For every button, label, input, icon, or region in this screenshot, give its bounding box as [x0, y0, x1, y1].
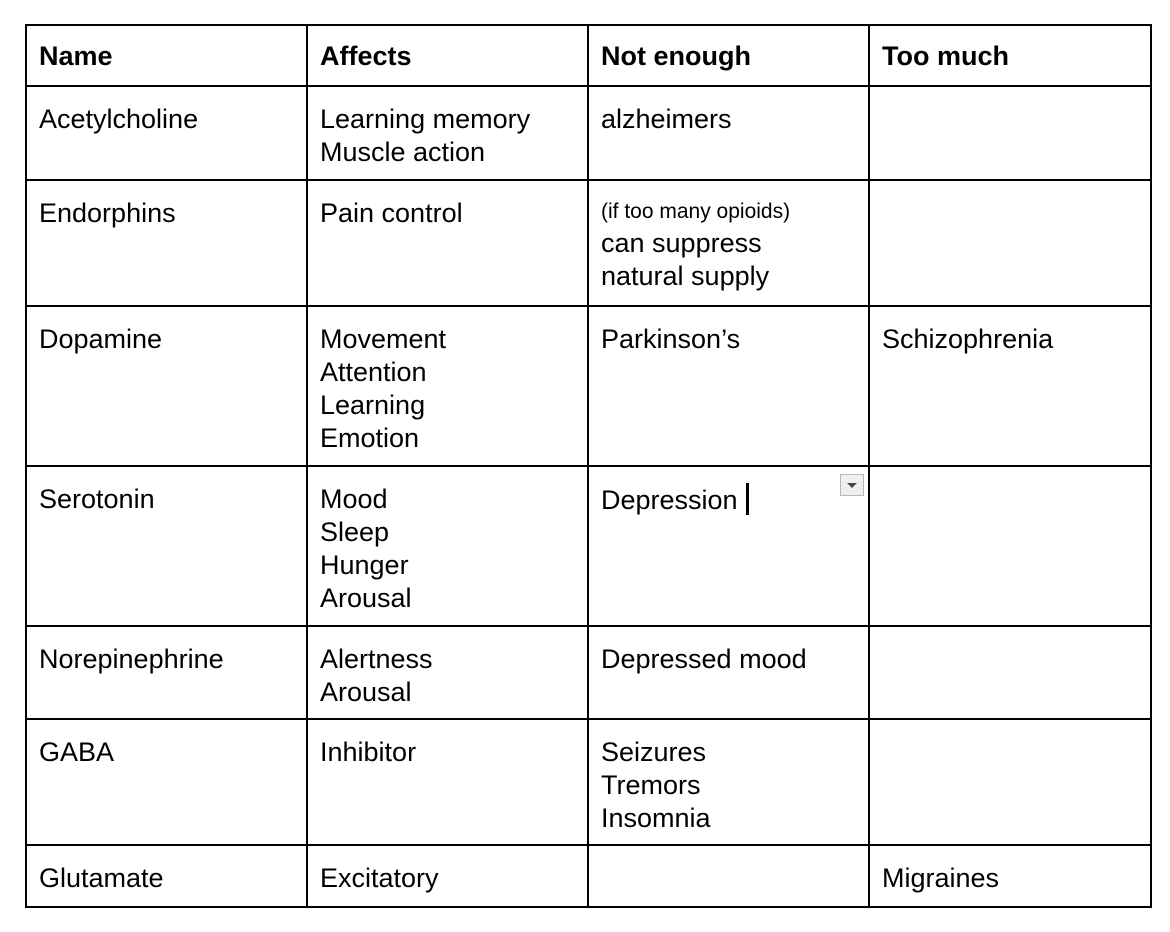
cell-affects[interactable]: [307, 719, 588, 845]
cell-dropdown-button[interactable]: [840, 474, 864, 496]
chevron-down-icon: [841, 475, 863, 495]
affects-text: Attention: [320, 357, 427, 387]
not-enough-text: Seizures: [601, 737, 707, 767]
header-not-enough[interactable]: Not enough: [588, 25, 869, 86]
not-enough-text: alzheimers: [601, 104, 732, 134]
cell-name[interactable]: [26, 719, 307, 845]
affects-text: Movement: [320, 324, 447, 354]
table-row: [26, 180, 1151, 306]
not-enough-note: (if too many opioids): [601, 200, 791, 223]
header-row: [26, 25, 1151, 86]
affects-text: Pain control: [320, 198, 463, 228]
cell-not-enough[interactable]: [588, 626, 869, 719]
not-enough-text: Depression: [601, 485, 738, 515]
header-name[interactable]: Name: [26, 25, 307, 86]
not-enough-text: natural supply: [601, 261, 770, 291]
cell-too-much[interactable]: [869, 845, 1151, 907]
affects-text: Sleep: [320, 517, 390, 547]
cell-affects[interactable]: [307, 626, 588, 719]
not-enough-text: can suppress: [601, 228, 762, 258]
name-text: Norepinephrine: [39, 644, 224, 674]
not-enough-text: Insomnia: [601, 803, 711, 833]
name-text: Acetylcholine: [39, 104, 199, 134]
name-text: Endorphins: [39, 198, 176, 228]
affects-text: Emotion: [320, 423, 420, 453]
table-row: [26, 845, 1151, 907]
affects-text: Muscle action: [320, 137, 486, 167]
cell-too-much[interactable]: [869, 466, 1151, 626]
affects-text: Inhibitor: [320, 737, 417, 767]
not-enough-text: Parkinson’s: [601, 324, 741, 354]
cell-too-much[interactable]: [869, 626, 1151, 719]
not-enough-line: [601, 483, 856, 517]
affects-text: Excitatory: [320, 863, 439, 893]
affects-text: Mood: [320, 484, 388, 514]
table-row: [26, 626, 1151, 719]
cell-name[interactable]: [26, 845, 307, 907]
cell-too-much[interactable]: [869, 180, 1151, 306]
text-cursor: [746, 483, 749, 515]
name-text: Serotonin: [39, 484, 155, 514]
table-row: [26, 466, 1151, 626]
affects-text: Alertness: [320, 644, 433, 674]
cell-too-much[interactable]: [869, 86, 1151, 180]
cell-too-much[interactable]: [869, 719, 1151, 845]
cell-not-enough[interactable]: [588, 180, 869, 306]
cell-affects[interactable]: [307, 306, 588, 466]
cell-affects[interactable]: [307, 845, 588, 907]
affects-text: Hunger: [320, 550, 409, 580]
not-enough-text: Tremors: [601, 770, 701, 800]
cell-not-enough[interactable]: [588, 86, 869, 180]
cell-affects[interactable]: [307, 180, 588, 306]
name-text: Dopamine: [39, 324, 163, 354]
name-text: Glutamate: [39, 863, 164, 893]
too-much-text: Schizophrenia: [882, 324, 1054, 354]
affects-text: Learning memory: [320, 104, 531, 134]
cell-too-much[interactable]: [869, 306, 1151, 466]
cell-not-enough-active[interactable]: [588, 466, 869, 626]
cell-not-enough[interactable]: [588, 719, 869, 845]
name-text: GABA: [39, 737, 115, 767]
cell-name[interactable]: [26, 86, 307, 180]
cell-name[interactable]: [26, 180, 307, 306]
cell-affects[interactable]: [307, 466, 588, 626]
cell-name[interactable]: [26, 626, 307, 719]
affects-text: Learning: [320, 390, 426, 420]
cell-affects[interactable]: [307, 86, 588, 180]
affects-text: Arousal: [320, 677, 412, 707]
cell-name[interactable]: [26, 306, 307, 466]
neurotransmitter-table: [25, 24, 1152, 908]
too-much-text: Migraines: [882, 863, 1000, 893]
table-row: [26, 306, 1151, 466]
not-enough-text: Depressed mood: [601, 644, 807, 674]
table-row: [26, 86, 1151, 180]
header-too-much[interactable]: Too much: [869, 25, 1151, 86]
affects-text: Arousal: [320, 583, 412, 613]
cell-not-enough[interactable]: [588, 845, 869, 907]
cell-name[interactable]: [26, 466, 307, 626]
header-affects[interactable]: Affects: [307, 25, 588, 86]
table-row: [26, 719, 1151, 845]
cell-not-enough[interactable]: [588, 306, 869, 466]
